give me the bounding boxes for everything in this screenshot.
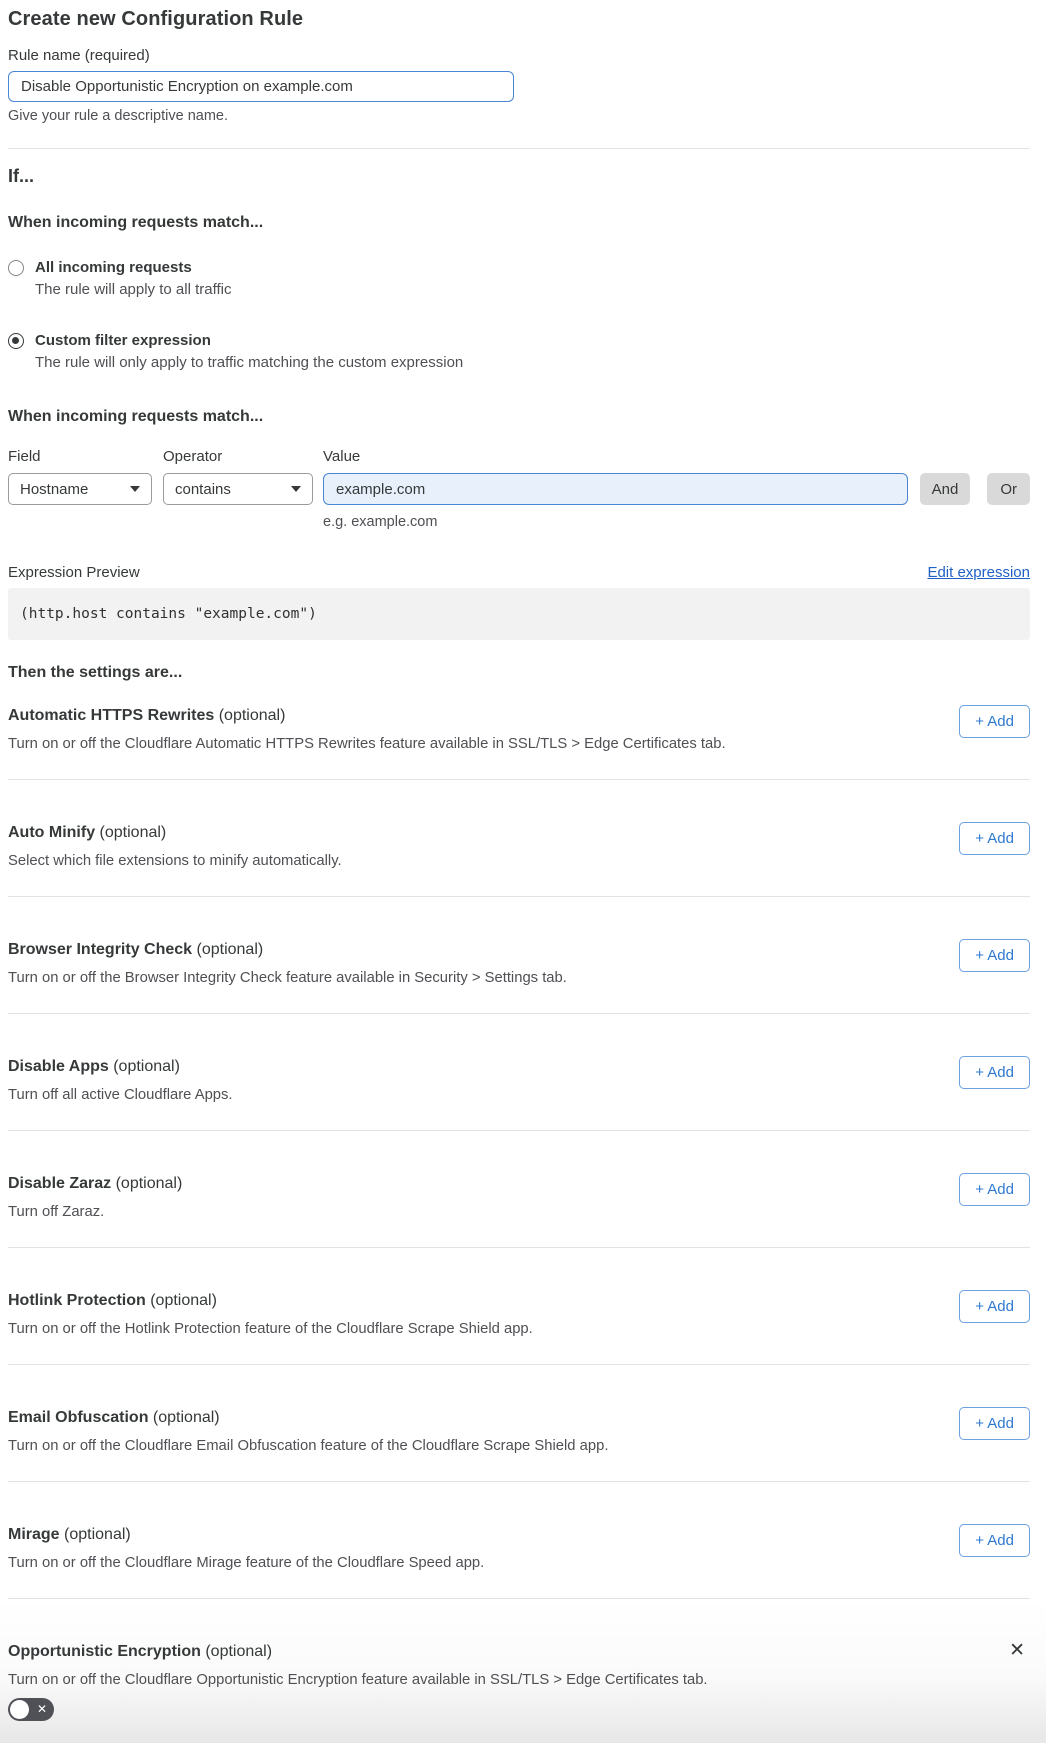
- optional-suffix: (optional): [95, 824, 167, 841]
- add-button[interactable]: + Add: [959, 1407, 1030, 1440]
- then-settings-heading: Then the settings are...: [8, 664, 183, 681]
- add-button[interactable]: + Add: [959, 1173, 1030, 1206]
- setting-row-auto-minify: [8, 780, 1030, 869]
- setting-description: Turn on or off the Browser Integrity Check feature available in Security > Settings tab.: [8, 970, 567, 986]
- setting-name: Opportunistic Encryption: [8, 1643, 201, 1660]
- toggle-off-icon: ✕: [36, 1702, 47, 1716]
- setting-name: Disable Apps: [8, 1058, 109, 1075]
- value-hint: e.g. example.com: [323, 514, 438, 530]
- expression-preview-box: [8, 588, 1030, 640]
- setting-name: Mirage: [8, 1526, 60, 1543]
- radio-icon-selected[interactable]: [8, 333, 24, 349]
- edit-expression-link[interactable]: Edit expression: [927, 564, 1030, 581]
- if-heading: If...: [8, 166, 34, 186]
- setting-row-disable-zaraz: [8, 1131, 1030, 1220]
- optional-suffix: (optional): [214, 707, 286, 724]
- radio-label: All incoming requests: [35, 259, 192, 276]
- radio-custom-filter-expression[interactable]: [8, 332, 1030, 371]
- opportunistic-encryption-toggle[interactable]: [8, 1698, 54, 1721]
- value-input[interactable]: [323, 473, 908, 505]
- expression-preview-label: Expression Preview: [8, 564, 140, 581]
- setting-row-opportunistic-encryption: [0, 1599, 1046, 1743]
- radio-all-incoming-requests[interactable]: [8, 259, 1030, 298]
- add-button[interactable]: + Add: [959, 705, 1030, 738]
- setting-row-automatic-https-rewrites: [8, 682, 1030, 752]
- rule-name-help: Give your rule a descriptive name.: [8, 108, 229, 124]
- value-column-label: Value: [323, 448, 361, 465]
- setting-row-disable-apps: [8, 1014, 1030, 1103]
- field-column-label: Field: [8, 448, 41, 465]
- close-icon[interactable]: ✕: [1009, 1640, 1025, 1661]
- optional-suffix: (optional): [111, 1175, 183, 1192]
- setting-description: Turn on or off the Cloudflare Opportunistic Encryption feature available in SSL/TLS > Edge Certificates tab.: [8, 1672, 708, 1688]
- radio-label: Custom filter expression: [35, 332, 211, 349]
- setting-name: Hotlink Protection: [8, 1292, 146, 1309]
- optional-suffix: (optional): [148, 1409, 220, 1426]
- operator-select-value: contains: [175, 480, 231, 498]
- rule-name-input[interactable]: [8, 71, 514, 102]
- setting-description: Turn on or off the Hotlink Protection feature of the Cloudflare Scrape Shield app.: [8, 1321, 533, 1337]
- setting-row-browser-integrity-check: [8, 897, 1030, 986]
- add-button[interactable]: + Add: [959, 1524, 1030, 1557]
- setting-description: Turn off all active Cloudflare Apps.: [8, 1087, 233, 1103]
- field-select[interactable]: [8, 473, 152, 505]
- chevron-down-icon: [291, 486, 301, 492]
- radio-description: The rule will apply to all traffic: [35, 281, 232, 298]
- optional-suffix: (optional): [108, 1058, 180, 1075]
- setting-name: Automatic HTTPS Rewrites: [8, 707, 215, 724]
- rule-name-label: Rule name (required): [8, 47, 150, 64]
- optional-suffix: (optional): [192, 941, 264, 958]
- page-title: Create new Configuration Rule: [8, 8, 304, 30]
- match-type-heading: When incoming requests match...: [8, 214, 264, 231]
- field-select-value: Hostname: [20, 480, 89, 498]
- or-button[interactable]: Or: [987, 473, 1030, 505]
- add-button[interactable]: + Add: [959, 1056, 1030, 1089]
- setting-description: Turn off Zaraz.: [8, 1204, 105, 1220]
- builder-column-labels: [8, 448, 1030, 465]
- add-button[interactable]: + Add: [959, 1290, 1030, 1323]
- setting-description: Turn on or off the Cloudflare Automatic HTTPS Rewrites feature available in SSL/TLS > Edge Certificates tab.: [8, 736, 726, 752]
- setting-name: Email Obfuscation: [8, 1409, 149, 1426]
- expression-code: (http.host contains "example.com"): [20, 606, 317, 622]
- optional-suffix: (optional): [200, 1643, 273, 1660]
- setting-name: Auto Minify: [8, 824, 96, 841]
- expression-builder-heading: When incoming requests match...: [8, 408, 264, 425]
- add-button[interactable]: + Add: [959, 822, 1030, 855]
- add-button[interactable]: + Add: [959, 939, 1030, 972]
- setting-row-hotlink-protection: [8, 1248, 1030, 1337]
- setting-name: Disable Zaraz: [8, 1175, 112, 1192]
- chevron-down-icon: [130, 486, 140, 492]
- setting-description: Select which file extensions to minify automatically.: [8, 853, 342, 869]
- setting-row-mirage: [8, 1482, 1030, 1571]
- section-divider: [8, 148, 1030, 149]
- optional-suffix: (optional): [145, 1292, 217, 1309]
- and-button[interactable]: And: [920, 473, 971, 505]
- create-rule-form: [0, 8, 1046, 1599]
- radio-description: The rule will only apply to traffic matching the custom expression: [35, 354, 464, 371]
- operator-select[interactable]: [163, 473, 313, 505]
- setting-description: Turn on or off the Cloudflare Email Obfuscation feature of the Cloudflare Scrape Shield app.: [8, 1438, 609, 1454]
- setting-description: Turn on or off the Cloudflare Mirage feature of the Cloudflare Speed app.: [8, 1555, 485, 1571]
- operator-column-label: Operator: [163, 448, 223, 465]
- toggle-knob: [10, 1700, 29, 1719]
- expression-builder-row: [8, 473, 1030, 505]
- radio-icon[interactable]: [8, 260, 24, 276]
- setting-row-email-obfuscation: [8, 1365, 1030, 1454]
- setting-name: Browser Integrity Check: [8, 941, 193, 958]
- optional-suffix: (optional): [59, 1526, 131, 1543]
